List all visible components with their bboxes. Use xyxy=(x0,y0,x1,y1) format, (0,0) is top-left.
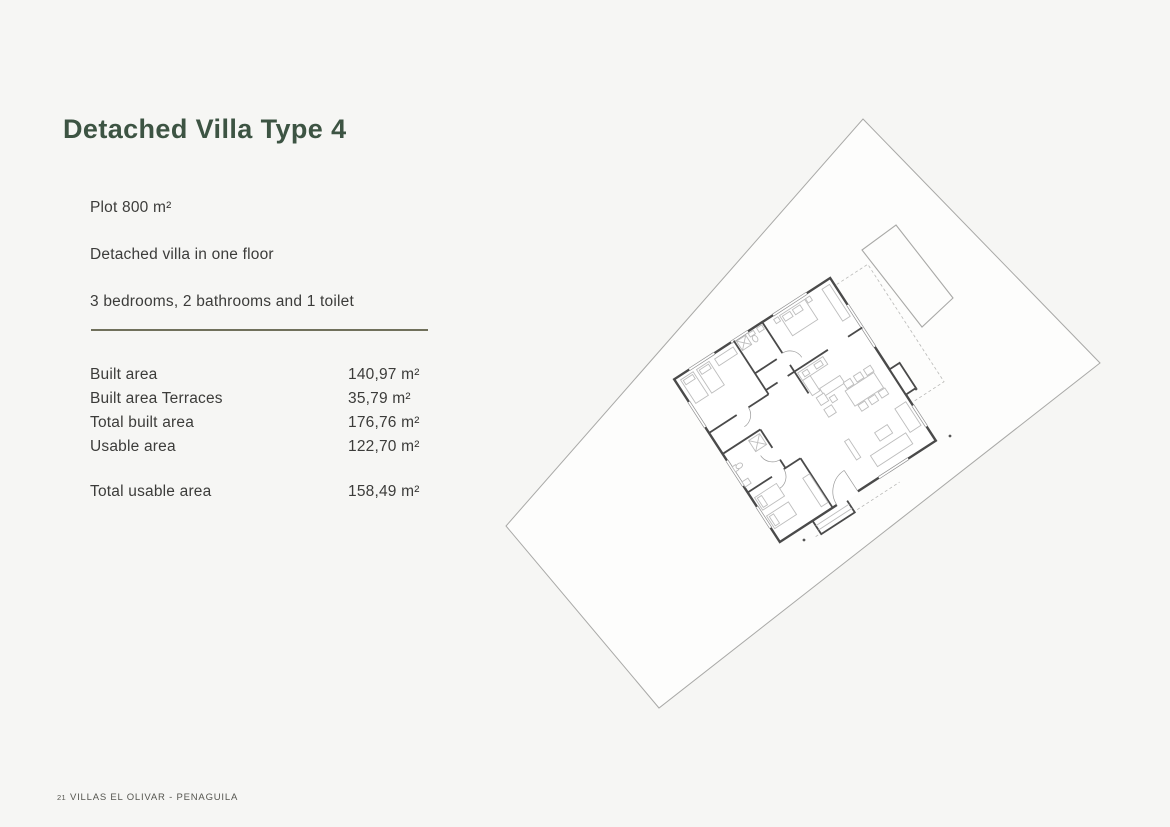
area-label: Total built area xyxy=(90,414,195,431)
project-name: VILLAS EL OLIVAR - PENAGUILA xyxy=(69,792,239,803)
area-value: 35,79 m² xyxy=(348,390,411,407)
area-value: 176,76 m² xyxy=(348,414,420,431)
area-label: Usable area xyxy=(90,438,176,455)
area-label: Total usable area xyxy=(90,483,212,500)
area-label: Built area Terraces xyxy=(90,390,223,407)
area-value: 140,97 m² xyxy=(348,366,420,383)
area-label: Built area xyxy=(90,366,158,383)
page-title: Detached Villa Type 4 xyxy=(63,114,347,144)
area-value: 158,49 m² xyxy=(348,483,420,500)
area-value: 122,70 m² xyxy=(348,438,420,455)
spec-floors: Detached villa in one floor xyxy=(90,246,274,263)
spec-plot: Plot 800 m² xyxy=(90,199,172,216)
spec-rooms: 3 bedrooms, 2 bathrooms and 1 toilet xyxy=(90,293,354,310)
page-footer xyxy=(57,792,238,803)
page-number: 21 xyxy=(57,793,66,802)
